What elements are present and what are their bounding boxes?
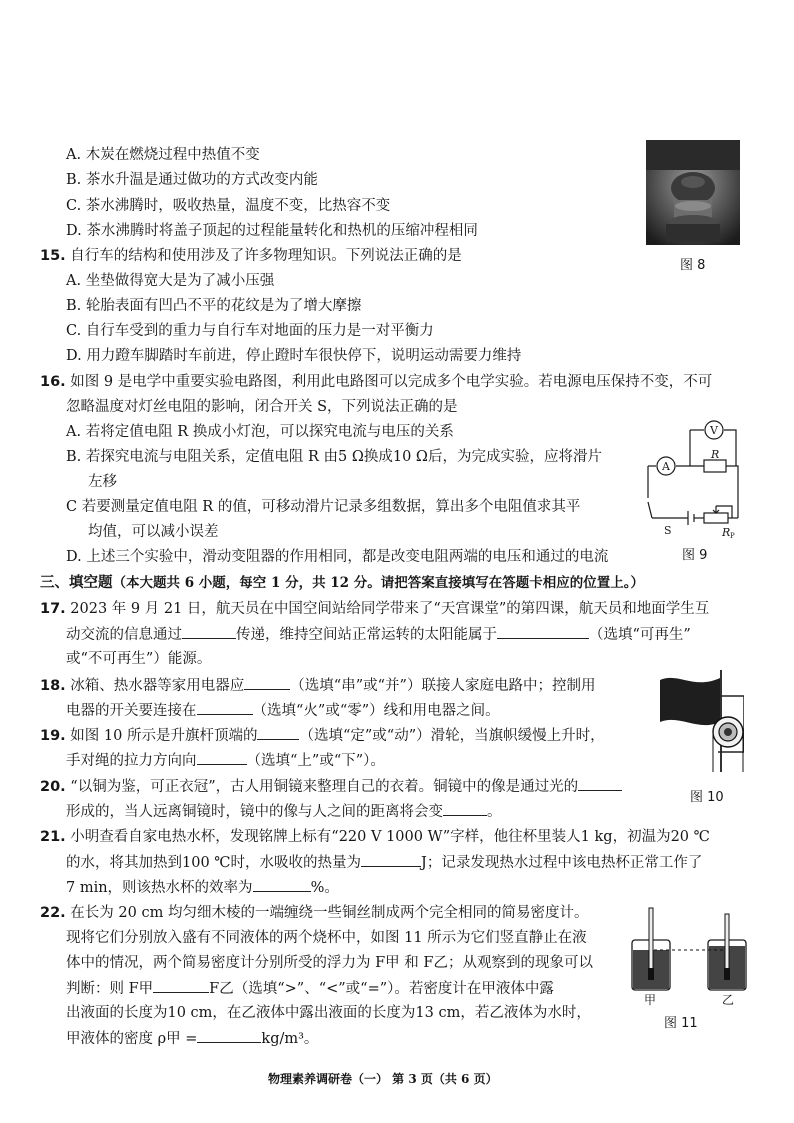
fig11-caption: 图 11: [664, 1016, 698, 1031]
q16-option-a: A. 若将定值电阻 R 换成小灯泡，可以探究电流与电压的关系: [66, 424, 454, 440]
fig10-flag-pulley: [658, 668, 744, 772]
switch-label: S: [664, 524, 672, 537]
q22-line3: 体中的情况，两个简易密度计分别所受的浮力为 F甲 和 F乙；从观察到的现象可以: [66, 955, 593, 971]
q17-blank-2[interactable]: [497, 624, 589, 639]
q20-line2: 形成的，当人远离铜镜时，镜中的像与人之间的距离将会变 。: [66, 801, 502, 822]
section3-heading: 三、填空题（本大题共 6 小题，每空 1 分，共 12 分。请把答案直接填写在答题卡相应的位置上。）: [40, 574, 645, 591]
q20-blank-1[interactable]: [578, 776, 622, 791]
q22-line2: 现将它们分别放入盛有不同液体的两个烧杯中，如图 11 所示为它们竖直静止在液: [66, 930, 587, 946]
q19-blank-1[interactable]: [257, 725, 299, 740]
q22-blank-2[interactable]: [197, 1028, 261, 1043]
q17-line3: 或“不可再生”）能源。: [66, 651, 212, 667]
fig8-caption: 图 8: [680, 258, 706, 273]
q14-option-c: C. 茶水沸腾时，吸收热量，温度不变，比热容不变: [66, 198, 391, 214]
q18-blank-1[interactable]: [244, 675, 290, 690]
q21-line3: 7 min，则该热水杯的效率为 %。: [66, 877, 339, 898]
q22-blank-1[interactable]: [153, 978, 209, 993]
q14-option-d: D. 茶水沸腾时将盖子顶起的过程能量转化和热机的压缩冲程相同: [66, 223, 478, 239]
q15-stem: 15. 自行车的结构和使用涉及了许多物理知识。下列说法正确的是: [40, 248, 462, 264]
q16-option-b-cont: 左移: [88, 474, 117, 490]
q19-line1: 19. 如图 10 所示是升旗杆顶端的 （选填“定”或“动”）滑轮，当旗帜缓慢上升时，: [40, 725, 605, 746]
resistor-label: R: [711, 448, 720, 461]
fig8-photo-tea-stove: [646, 140, 740, 245]
ammeter-label: A: [662, 460, 670, 473]
q22-line4: 判断：则 F甲 F乙（选填“>”、“<”或“=”）。若密度计在甲液体中露: [66, 978, 554, 999]
q18-line1: 18. 冰箱、热水器等家用电器应 （选填“串”或“并”）联接人家庭电路中；控制用: [40, 675, 595, 696]
q20-blank-2[interactable]: [443, 801, 487, 816]
voltmeter-label: V: [710, 424, 718, 437]
fig9-caption: 图 9: [682, 548, 708, 563]
q14-option-a: A. 木炭在燃烧过程中热值不变: [66, 147, 260, 163]
q16-option-c-cont: 均值，可以减小误差: [88, 524, 219, 540]
q18-blank-2[interactable]: [197, 700, 253, 715]
q21-line1: 21. 小明查看自家电热水杯，发现铭牌上标有“220 V 1000 W”字样，他往杯里装人1 kg，初温为20 ℃: [40, 829, 710, 845]
q15-option-d: D. 用力蹬车脚踏时车前进，停止蹬时车很快停下，说明运动需要力维持: [66, 348, 522, 364]
q18-line2: 电器的开关要连接在 （选填“火”或“零”）线和用电器之间。: [66, 700, 500, 721]
q16-option-c: C 若要测量定值电阻 R 的值，可移动滑片记录多组数据，算出多个电阻值求其平: [66, 499, 581, 515]
fig11-jia-label: 甲: [644, 993, 657, 1006]
fig11-yi-label: 乙: [722, 993, 735, 1006]
q16-stem-line2: 忽略温度对灯丝电阻的影响，闭合开关 S，下列说法正确的是: [66, 399, 458, 415]
q16-option-b: B. 若探究电流与电阻关系，定值电阻 R 由5 Ω换成10 Ω后，为完成实验，应将滑片: [66, 449, 602, 465]
q16-stem-line1: 16. 如图 9 是电学中重要实验电路图，利用此电路图可以完成多个电学实验。若电源电压保持不变，不可: [40, 374, 713, 390]
q21-line2: 的水，将其加热到100 ℃时，水吸收的热量为 J；记录发现热水过程中该电热杯正常工作了: [66, 852, 702, 873]
q14-option-b: B. 茶水升温是通过做功的方式改变内能: [66, 172, 318, 188]
q22-line6: 甲液体的密度 ρ甲 = kg/m³。: [66, 1028, 318, 1049]
q15-option-c: C. 自行车受到的重力与自行车对地面的压力是一对平衡力: [66, 323, 434, 339]
q16-option-d: D. 上述三个实验中，滑动变阻器的作用相同，都是改变电阻两端的电压和通过的电流: [66, 549, 609, 565]
q21-blank-1[interactable]: [361, 852, 421, 867]
q15-option-a: A. 坐垫做得宽大是为了减小压强: [66, 273, 275, 289]
q15-option-b: B. 轮胎表面有凹凸不平的花纹是为了增大摩擦: [66, 298, 362, 314]
fig9-circuit-diagram: [642, 418, 742, 538]
q19-blank-2[interactable]: [197, 750, 247, 765]
q22-line5: 出液面的长度为10 cm，在乙液体中露出液面的长度为13 cm，若乙液体为水时，: [66, 1005, 591, 1021]
fig11-densimeter-beakers: [626, 906, 752, 1006]
rheostat-sub: P: [730, 532, 735, 538]
q17-line1: 17. 2023 年 9 月 21 日，航天员在中国空间站给同学带来了“天宫课堂”的第四课，航天员和地面学生互: [40, 601, 710, 617]
q17-blank-1[interactable]: [182, 624, 236, 639]
page-footer: 物理素养调研卷（一） 第 3 页（共 6 页）: [268, 1072, 498, 1086]
q17-line2: 动交流的信息通过 传递，维持空间站正常运转的太阳能属于 （选填“可再生”: [66, 624, 691, 645]
fig10-caption: 图 10: [690, 790, 724, 805]
q19-line2: 手对绳的拉力方向向 （选填“上”或“下”）。: [66, 750, 385, 771]
q21-blank-2[interactable]: [253, 877, 311, 892]
q20-line1: 20. “以铜为鉴，可正衣冠”，古人用铜镜来整理自己的衣着。铜镜中的像是通过光的: [40, 776, 622, 797]
q22-line1: 22. 在长为 20 cm 均匀细木棱的一端缠绕一些铜丝制成两个完全相同的简易密度计。: [40, 905, 589, 921]
rheostat-label: R: [722, 526, 731, 538]
